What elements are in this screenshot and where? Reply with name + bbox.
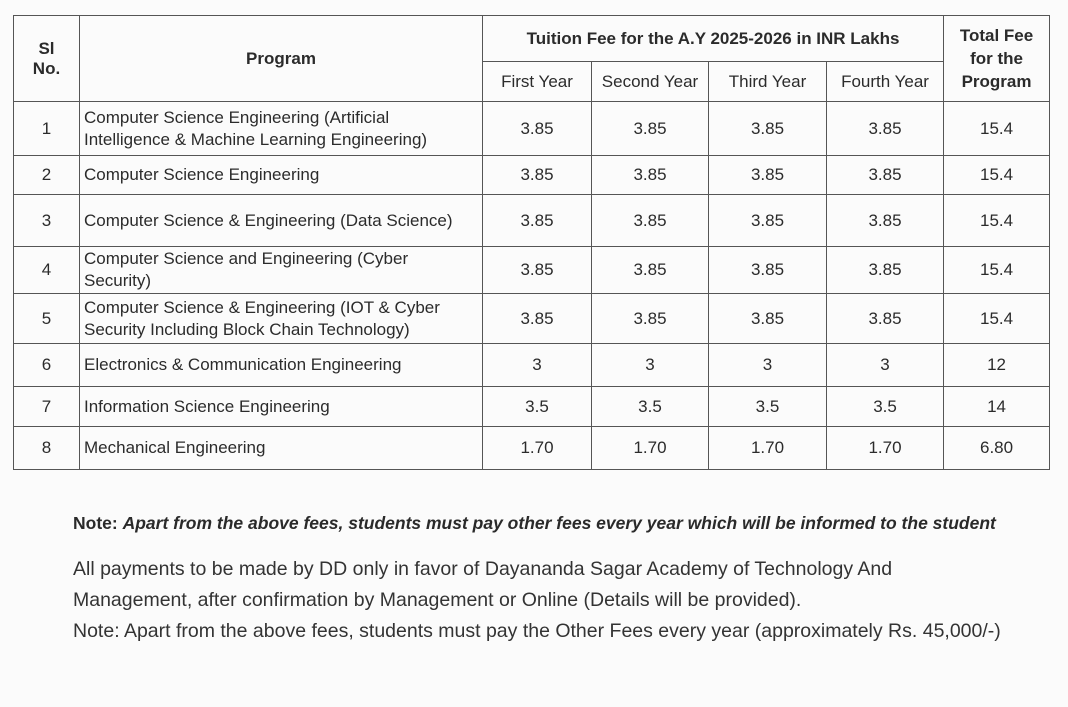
total-fee-cell: 15.4 (944, 156, 1050, 195)
program-cell: Computer Science & Engineering (Data Science) (80, 195, 483, 247)
fee-table (13, 15, 1050, 470)
total-fee-cell: 15.4 (944, 247, 1050, 294)
first-year-fee-cell: 3 (483, 344, 592, 387)
program-cell: Information Science Engineering (80, 387, 483, 427)
second-year-fee-cell: 3.85 (592, 156, 709, 195)
fourth-year-fee-cell: 1.70 (827, 427, 944, 470)
fourth-year-fee-cell: 3.85 (827, 156, 944, 195)
second-year-fee-cell: 3.85 (592, 294, 709, 344)
first-year-fee-cell: 3.85 (483, 247, 592, 294)
first-year-fee-cell: 3.85 (483, 195, 592, 247)
total-fee-cell: 15.4 (944, 102, 1050, 156)
program-cell: Computer Science and Engineering (Cyber Security) (80, 247, 483, 294)
header-fourth-year: Fourth Year (827, 62, 944, 102)
header-first-year: First Year (483, 62, 592, 102)
note-other-fees-informed (73, 510, 1003, 537)
sl-cell: 3 (14, 195, 80, 247)
third-year-fee-cell: 3 (709, 344, 827, 387)
table-row (14, 427, 1050, 470)
total-fee-cell: 6.80 (944, 427, 1050, 470)
third-year-fee-cell: 3.85 (709, 294, 827, 344)
program-cell: Computer Science Engineering (80, 156, 483, 195)
third-year-fee-cell: 3.85 (709, 102, 827, 156)
header-third-year: Third Year (709, 62, 827, 102)
sl-cell: 2 (14, 156, 80, 195)
payment-instructions: All payments to be made by DD only in favor of Dayananda Sagar Academy of Technology And Management, after confirmation by Management or Online (Details will be provided). (73, 558, 893, 611)
program-cell: Electronics & Communication Engineering (80, 344, 483, 387)
third-year-fee-cell: 3.5 (709, 387, 827, 427)
fourth-year-fee-cell: 3.85 (827, 195, 944, 247)
table-row (14, 247, 1050, 294)
table-row (14, 294, 1050, 344)
second-year-fee-cell: 1.70 (592, 427, 709, 470)
first-year-fee-cell: 3.85 (483, 102, 592, 156)
sl-cell: 5 (14, 294, 80, 344)
header-program: Program (80, 16, 483, 102)
sl-cell: 1 (14, 102, 80, 156)
total-fee-cell: 15.4 (944, 195, 1050, 247)
second-year-fee-cell: 3 (592, 344, 709, 387)
first-year-fee-cell: 3.5 (483, 387, 592, 427)
second-year-fee-cell: 3.85 (592, 195, 709, 247)
fourth-year-fee-cell: 3.5 (827, 387, 944, 427)
program-cell: Computer Science Engineering (Artificial Intelligence & Machine Learning Engineering) (80, 102, 483, 156)
table-row (14, 156, 1050, 195)
fourth-year-fee-cell: 3.85 (827, 247, 944, 294)
first-year-fee-cell: 3.85 (483, 156, 592, 195)
table-row (14, 102, 1050, 156)
header-tuition-fee: Tuition Fee for the A.Y 2025-2026 in INR Lakhs (483, 16, 944, 62)
third-year-fee-cell: 3.85 (709, 247, 827, 294)
header-second-year: Second Year (592, 62, 709, 102)
note-label: Note: (73, 513, 118, 533)
sl-cell: 7 (14, 387, 80, 427)
fourth-year-fee-cell: 3 (827, 344, 944, 387)
table-row (14, 344, 1050, 387)
table-row (14, 387, 1050, 427)
header-total-fee: Total Fee for the Program (944, 16, 1050, 102)
table-row (14, 195, 1050, 247)
third-year-fee-cell: 1.70 (709, 427, 827, 470)
sl-cell: 8 (14, 427, 80, 470)
note-text: Apart from the above fees, students must pay other fees every year which will be informed to the student (122, 513, 996, 533)
second-year-fee-cell: 3.5 (592, 387, 709, 427)
total-fee-cell: 12 (944, 344, 1050, 387)
notes-section (73, 510, 1003, 647)
first-year-fee-cell: 1.70 (483, 427, 592, 470)
fourth-year-fee-cell: 3.85 (827, 102, 944, 156)
fourth-year-fee-cell: 3.85 (827, 294, 944, 344)
sl-cell: 6 (14, 344, 80, 387)
program-cell: Mechanical Engineering (80, 427, 483, 470)
header-sl-no: Sl No. (14, 16, 80, 102)
note-other-fees-amount: Note: Apart from the above fees, students must pay the Other Fees every year (approximately Rs. 45,000/-) (73, 620, 1001, 642)
program-cell: Computer Science & Engineering (IOT & Cyber Security Including Block Chain Technology) (80, 294, 483, 344)
sl-cell: 4 (14, 247, 80, 294)
total-fee-cell: 15.4 (944, 294, 1050, 344)
total-fee-cell: 14 (944, 387, 1050, 427)
first-year-fee-cell: 3.85 (483, 294, 592, 344)
third-year-fee-cell: 3.85 (709, 156, 827, 195)
second-year-fee-cell: 3.85 (592, 247, 709, 294)
second-year-fee-cell: 3.85 (592, 102, 709, 156)
third-year-fee-cell: 3.85 (709, 195, 827, 247)
